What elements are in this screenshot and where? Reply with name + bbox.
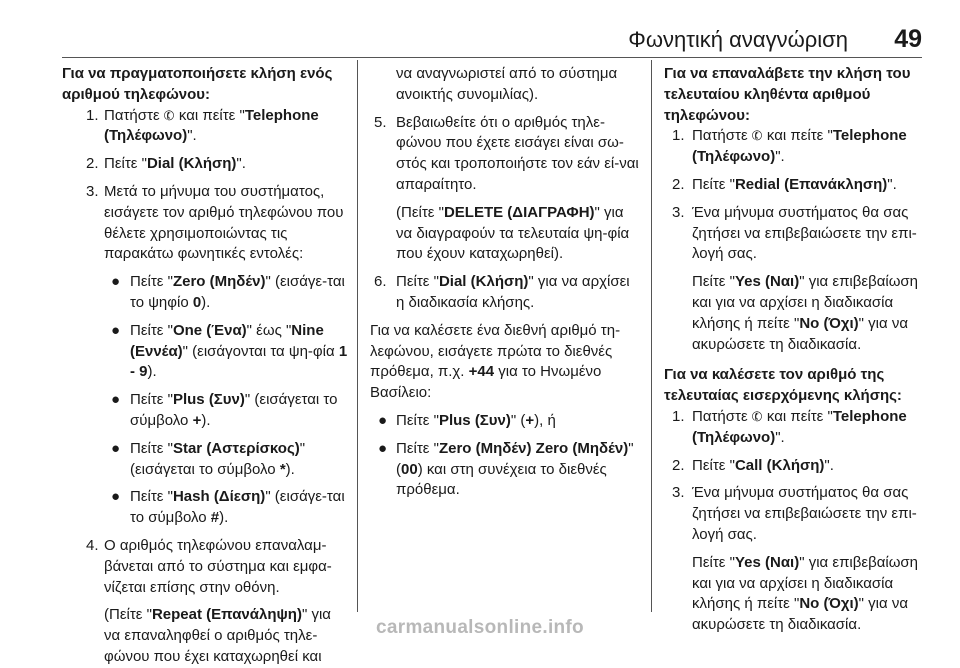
step-item: 3. Μετά το μήνυμα του συστήματος, εισάγετε τον αριθμό τηλεφώνου που θέλετε χρησιμοποιώντας τις παρακάτω φωνητικές εντολές: bbox=[86, 182, 344, 263]
step-item: 6. Πείτε "Dial (Κλήση)" για να αρχίσει η διαδικασία κλήσης. bbox=[374, 273, 630, 311]
step-note: (Πείτε "DELETE (ΔΙΑΓΡΑΦΗ)" για να διαγραφούν τα τελευταία ψη‐φία που έχουν καταχωρηθεί). bbox=[396, 203, 630, 263]
voice-command-icon: ✆ bbox=[161, 106, 177, 125]
section-heading: Για να επαναλάβετε την κλήση του τελευταίου κληθέντα αριθμού τηλεφώνου: bbox=[664, 65, 911, 124]
header-divider bbox=[62, 57, 922, 58]
page-number: 49 bbox=[894, 25, 922, 53]
step-item: 5. Βεβαιωθείτε ότι ο αριθμός τηλε‐φώνου που έχετε εισάγει είναι σω‐στός και τροποποιήστε τον εάν εί‐ναι απαραίτητο. bbox=[374, 113, 639, 193]
page-title: Φωνητική αναγνώριση bbox=[628, 27, 848, 52]
watermark: carmanualsonline.info bbox=[376, 617, 584, 638]
bullet-item: ● Πείτε "Zero (Μηδέν) Zero (Μηδέν)" (00) και στη συνέχεια το διεθνές πρόθεμα. bbox=[378, 439, 634, 499]
step-item: 1. Πατήστε ✆ και πείτε "Telephone (Τηλέφωνο)". bbox=[672, 407, 907, 446]
paragraph: Για να καλέσετε ένα διεθνή αριθμό τη‐λεφώνου, εισάγετε πρώτα το διεθνές πρόθεμα, π.χ. +44 για το Ηνωμένο Βασίλειο: bbox=[370, 321, 621, 402]
step-note-continued: να αναγνωριστεί από το σύστημα ανοικτής συνομιλίας). bbox=[396, 65, 618, 103]
step-item: 1. Πατήστε ✆ και πείτε "Telephone (Τηλέφωνο)". bbox=[86, 106, 319, 145]
bullet-item: ● Πείτε "Plus (Συν)" (+), ή bbox=[378, 411, 556, 429]
page-header bbox=[0, 0, 960, 58]
step-item: 2. Πείτε "Dial (Κλήση)". bbox=[86, 155, 246, 173]
column-2 bbox=[370, 64, 642, 501]
bullet-item: ● Πείτε "Hash (Δίεση)" (εισάγε‐ται το σύμβολο #). bbox=[111, 488, 345, 527]
step-item: 3. Ένα μήνυμα συστήματος θα σας ζητήσει να επιβεβαιώσετε την επι‐λογή σας. bbox=[672, 484, 917, 543]
step-item: 2. Πείτε "Call (Κλήση)". bbox=[672, 456, 834, 474]
step-item: 1. Πατήστε ✆ και πείτε "Telephone (Τηλέφωνο)". bbox=[672, 127, 907, 166]
bullet-item: ● Πείτε "One (Ένα)" έως "Nine (Εννέα)" (εισάγονται τα ψη‐φία 1 - 9). bbox=[111, 321, 348, 381]
step-note: Πείτε "Yes (Ναι)" για επιβεβαίωση και για να αρχίσει η διαδικασία κλήσης ή πείτε "No (Όχι)" για να ακυρώσετε τη διαδικασία. bbox=[692, 273, 919, 353]
column-1 bbox=[62, 64, 350, 668]
voice-command-icon: ✆ bbox=[749, 407, 765, 426]
bullet-item: ● Πείτε "Plus (Συν)" (εισάγεται το σύμβολο +). bbox=[111, 391, 338, 429]
bullet-item: ● Πείτε "Star (Αστερίσκος)" (εισάγεται το σύμβολο *). bbox=[111, 439, 306, 478]
bullet-item: ● Πείτε "Zero (Μηδέν)" (εισάγε‐ται το ψηφίο 0). bbox=[111, 273, 345, 311]
section-heading: Για να καλέσετε τον αριθμό της τελευταίας εισερχόμενης κλήσης: bbox=[664, 366, 902, 405]
step-item: 4. Ο αριθμός τηλεφώνου επαναλαμ‐βάνεται από το σύστημα και εμφα‐νίζεται επίσης στην οθόνη. bbox=[86, 536, 332, 596]
step-note: Πείτε "Yes (Ναι)" για επιβεβαίωση και για να αρχίσει η διαδικασία κλήσης ή πείτε "No (Όχι)" για να ακυρώσετε τη διαδικασία. bbox=[692, 553, 919, 634]
voice-command-icon: ✆ bbox=[749, 127, 765, 145]
step-item: 2. Πείτε "Redial (Επανάκληση)". bbox=[672, 175, 897, 193]
section-heading: Για να πραγματοποιήσετε κλήση ενός αριθμού τηλεφώνου: bbox=[62, 65, 333, 103]
column-divider bbox=[651, 60, 652, 612]
step-note: (Πείτε "Repeat (Επανάληψη)" για να επαναληφθεί ο αριθμός τηλε‐φώνου που έχει καταχωρηθεί και bbox=[104, 606, 331, 665]
step-item: 3. Ένα μήνυμα συστήματος θα σας ζητήσει να επιβεβαιώσετε την επι‐λογή σας. bbox=[672, 203, 917, 263]
column-3 bbox=[664, 64, 928, 636]
column-divider bbox=[357, 60, 358, 612]
